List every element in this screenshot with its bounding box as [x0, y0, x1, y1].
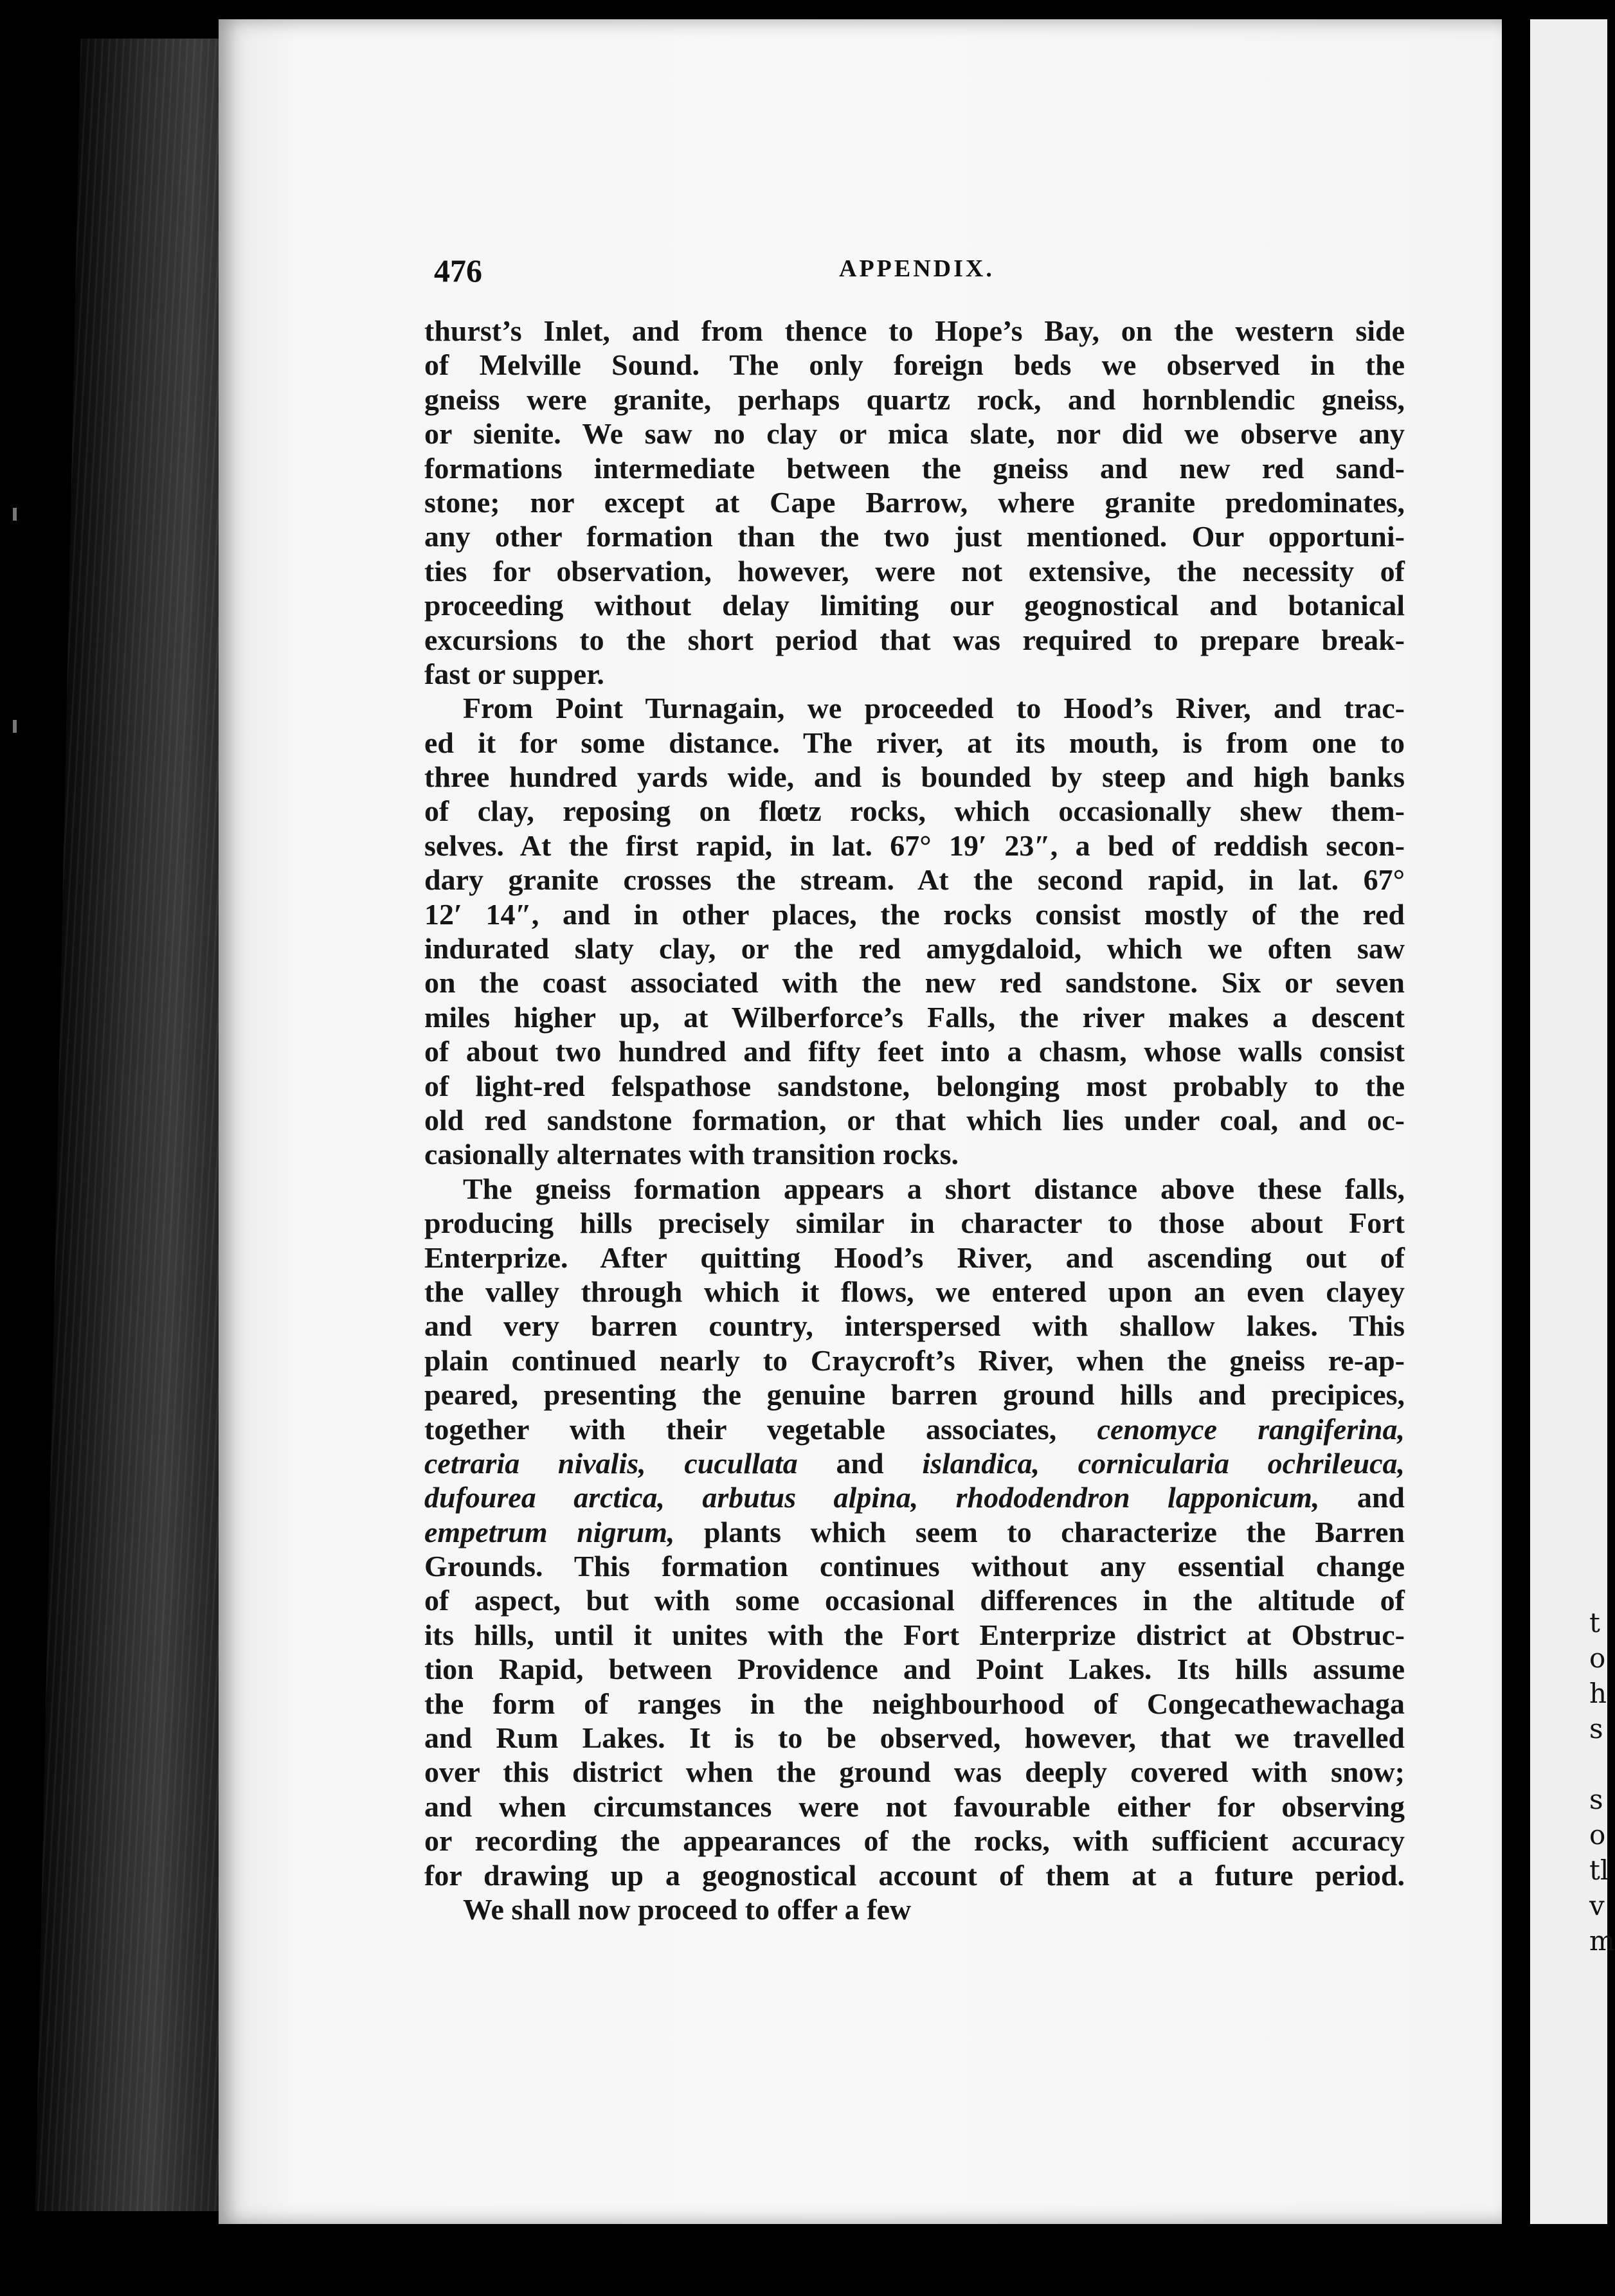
text-line: old red sandstone formation, or that which lies under coal, and oc-: [424, 1103, 1405, 1136]
text-line: casionally alternates with transition rocks.: [424, 1138, 959, 1171]
text-line: peared, presenting the genuine barren ground hills and precipices,: [424, 1378, 1405, 1412]
text-line: [424, 1515, 1405, 1549]
species-name: rhododendron lapponicum,: [955, 1481, 1320, 1514]
text-line: producing hills precisely similar in character to those about Fort: [424, 1206, 1405, 1240]
text-line: three hundred yards wide, and is bounded by steep and high banks: [424, 760, 1405, 794]
facing-page-fragment: t: [1589, 1607, 1600, 1638]
paragraph: [424, 314, 1405, 691]
facing-page-fragment: h: [1589, 1678, 1607, 1709]
species-name: cornicularia ochrileuca,: [1078, 1446, 1405, 1480]
text-line: excursions to the short period that was required to prepare break-: [424, 623, 1405, 656]
facing-page-fragment: o: [1589, 1819, 1606, 1851]
text-line: ed it for some distance. The river, at its mouth, is from one to: [424, 726, 1405, 759]
text-line: and very barren country, interspersed with shallow lakes. This: [424, 1309, 1405, 1343]
text-line: of clay, reposing on flœtz rocks, which occasionally shew them-: [424, 794, 1405, 828]
page-header: [434, 252, 1405, 291]
text-line: and Rum Lakes. It is to be observed, however, that we travelled: [424, 1721, 1405, 1755]
text-line: on the coast associated with the new red sandstone. Six or seven: [424, 966, 1405, 1000]
species-name: dufourea arctica,: [424, 1481, 665, 1514]
text-line: From Point Turnagain, we proceeded to Hood’s River, and trac-: [463, 692, 1405, 725]
text-line: thurst’s Inlet, and from thence to Hope’s Bay, on the western side: [424, 314, 1405, 347]
paragraph: [424, 1172, 1405, 1892]
text-run: and: [836, 1446, 884, 1480]
text-line: gneiss were granite, perhaps quartz rock, and hornblendic gneiss,: [424, 382, 1405, 416]
text-run: plants which seem to characterize the Barren: [703, 1515, 1405, 1548]
species-name: cetraria nivalis,: [424, 1446, 646, 1480]
text-run: together with their vegetable associates,: [424, 1412, 1057, 1446]
text-line: 12′ 14″, and in other places, the rocks consist mostly of the red: [424, 897, 1405, 931]
species-name: cenomyce rangiferina,: [1097, 1412, 1405, 1446]
text-line: the valley through which it flows, we entered upon an even clayey: [424, 1275, 1405, 1308]
text-line: stone; nor except at Cape Barrow, where granite predominates,: [424, 485, 1405, 519]
text-line: formations intermediate between the gneiss and new red sand-: [424, 451, 1405, 485]
text-line: indurated slaty clay, or the red amygdaloid, which we often saw: [424, 932, 1405, 965]
text-line: the form of ranges in the neighbourhood of Congecathewachaga: [424, 1687, 1405, 1720]
facing-page-fragment: v: [1589, 1890, 1605, 1921]
text-line: or sienite. We saw no clay or mica slate, nor did we observe any: [424, 417, 1405, 451]
text-line: ties for observation, however, were not extensive, the necessity of: [424, 554, 1405, 587]
text-line: of light-red felspathose sandstone, belonging most probably to the: [424, 1069, 1405, 1102]
text-line: of about two hundred and fifty feet into a chasm, whose walls consist: [424, 1035, 1405, 1068]
text-line: or recording the appearances of the rocks, with sufficient accuracy: [424, 1824, 1405, 1858]
text-line: proceeding without delay limiting our geognostical and botanical: [424, 589, 1405, 622]
text-line: plain continued nearly to Craycroft’s River, when the gneiss re-ap-: [424, 1343, 1405, 1377]
paragraph: [424, 1892, 1405, 1926]
text-line: and when circumstances were not favourable either for observing: [424, 1789, 1405, 1823]
facing-page-fragment: o: [1589, 1642, 1606, 1674]
text-line: The gneiss formation appears a short distance above these falls,: [463, 1172, 1405, 1205]
text-line: [424, 1412, 1405, 1446]
text-line: for drawing up a geognostical account of them at a future period.: [424, 1858, 1405, 1892]
text-line: tion Rapid, between Providence and Point Lakes. Its hills assume: [424, 1653, 1405, 1686]
text-line: of aspect, but with some occasional differences in the altitude of: [424, 1584, 1405, 1617]
scan-mark: [13, 720, 17, 733]
page-gutter: [1502, 19, 1530, 2224]
text-line: Grounds. This formation continues without any essential change: [424, 1550, 1405, 1583]
text-run: and: [1357, 1481, 1405, 1514]
text-line: over this district when the ground was deeply covered with snow;: [424, 1755, 1405, 1789]
facing-page-fragment: s: [1589, 1713, 1603, 1744]
facing-page-fragment: tl: [1589, 1854, 1609, 1886]
text-line: miles higher up, at Wilberforce’s Falls, the river makes a descent: [424, 1000, 1405, 1034]
page-body: [424, 314, 1405, 1926]
text-line: [424, 1480, 1405, 1514]
page-number: 476: [434, 253, 482, 289]
species-name: arbutus alpina,: [702, 1481, 919, 1514]
text-line: We shall now proceed to offer a few: [463, 1892, 912, 1926]
species-name: islandica,: [922, 1446, 1040, 1480]
facing-page-fragment: s: [1589, 1784, 1603, 1815]
scan-mark: [13, 508, 17, 521]
running-head: APPENDIX.: [839, 255, 995, 282]
text-line: its hills, until it unites with the Fort Enterprize district at Obstruc-: [424, 1618, 1405, 1651]
text-line: any other formation than the two just mentioned. Our opportuni-: [424, 520, 1405, 553]
text-line: fast or supper.: [424, 657, 604, 690]
species-name: empetrum nigrum,: [424, 1515, 675, 1548]
text-line: selves. At the first rapid, in lat. 67° 19′ 23″, a bed of reddish secon-: [424, 829, 1405, 862]
paragraph: [424, 691, 1405, 1171]
text-line: [424, 1446, 1405, 1480]
text-line: dary granite crosses the stream. At the second rapid, in lat. 67°: [424, 863, 1405, 897]
facing-page-fragment: m: [1589, 1925, 1615, 1957]
species-name: cucullata: [684, 1446, 798, 1480]
text-line: of Melville Sound. The only foreign beds we observed in the: [424, 348, 1405, 382]
text-line: Enterprize. After quitting Hood’s River, and ascending out of: [424, 1241, 1405, 1274]
